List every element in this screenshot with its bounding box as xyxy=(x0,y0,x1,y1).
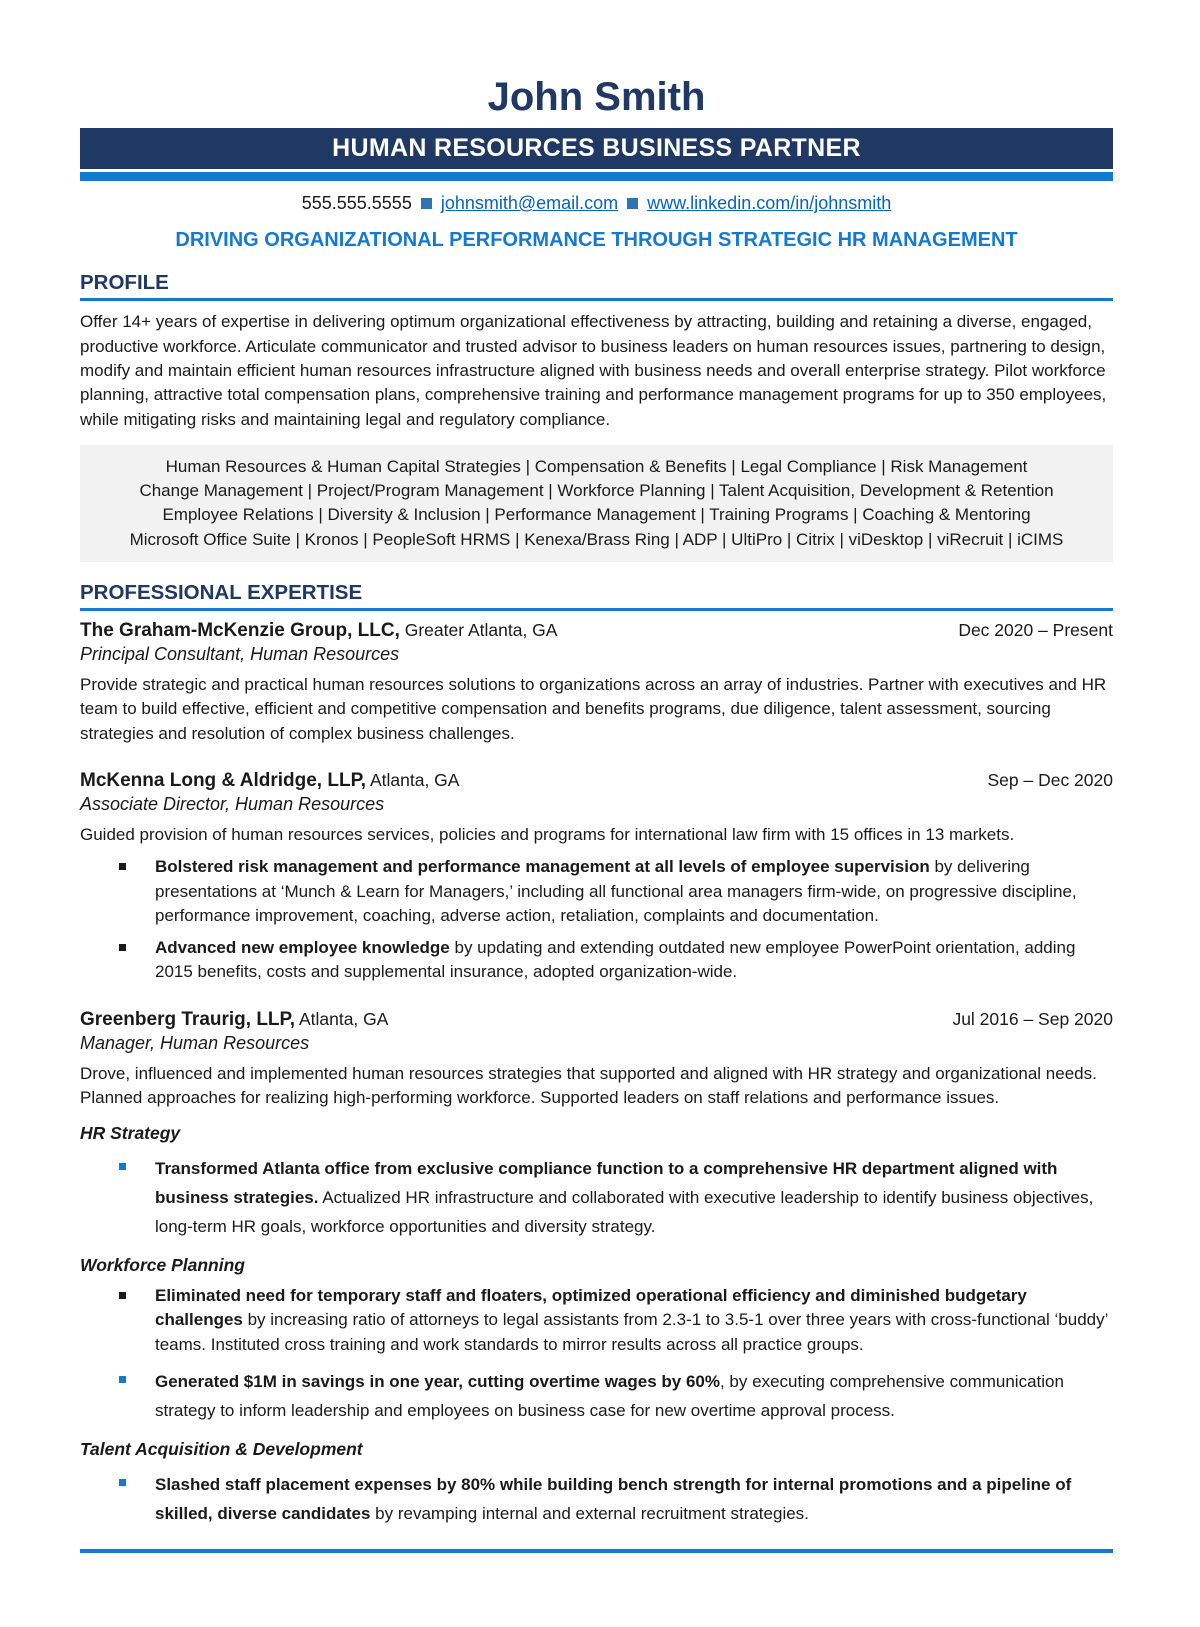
achievement-bullet xyxy=(80,936,1113,985)
job-dates: Sep – Dec 2020 xyxy=(987,769,1113,790)
job-dates: Dec 2020 – Present xyxy=(958,620,1113,641)
job-subheading: HR Strategy xyxy=(80,1123,181,1144)
achievement-bullet xyxy=(80,1368,1113,1426)
skills-line: Employee Relations | Diversity & Inclusion | Performance Management | Training Programs | Coaching & Mentoring xyxy=(162,505,1031,525)
job-subheading: Workforce Planning xyxy=(80,1255,245,1275)
job-header xyxy=(80,620,1113,642)
bullet-square-icon xyxy=(80,936,155,985)
job-subheading: Talent Acquisition & Development xyxy=(80,1438,363,1459)
job-dates: Jul 2016 – Sep 2020 xyxy=(952,1008,1113,1029)
bullet-text: Transformed Atlanta office from exclusive compliance function to a comprehensive HR department aligned with business strategies. Actualized HR infrastructure and collaborated with executive leadership to identify business objectives, long-term HR goals, workforce opportunities and diversity strategy. xyxy=(155,1159,1094,1237)
bullet-square-icon xyxy=(80,1284,155,1357)
company-location: Greater Atlanta, GA xyxy=(399,620,558,641)
square-separator-icon xyxy=(421,198,432,209)
bullet-square-icon xyxy=(80,1155,155,1242)
experience-section-heading: PROFESSIONAL EXPERTISE xyxy=(80,581,1113,611)
skills-line: Change Management | Project/Program Management | Workforce Planning | Talent Acquisition, Development & Retention xyxy=(139,481,1054,501)
skills-line: Microsoft Office Suite | Kronos | PeopleSoft HRMS | Kenexa/Brass Ring | ADP | UltiPro | Citrix | viDesktop | viRecruit | iCIMS xyxy=(129,529,1064,549)
bullet-text: Bolstered risk management and performance management at all levels of employee supervision by delivering presentations at ‘Munch & Learn for Managers,’ including all functional area managers firm-wide, on progressive discipline, performance improvement, coaching, adverse action, retaliation, complaints and documentation. xyxy=(155,857,1077,925)
job-entry xyxy=(80,770,1113,985)
resume-page xyxy=(0,74,1200,1627)
profile-body: Offer 14+ years of expertise in delivering optimum organizational effectiveness by attracting, building and retaining a diverse, engaged, productive workforce. Articulate communicator and trusted advisor to business leaders on human resources issues, partnering to design, modify and maintain efficient human resources infrastructure aligned with business needs and overall enterprise strategy. Pilot workforce planning, attractive total compensation plans, comprehensive training and performance management programs for up to 350 employees, while mitigating risks and maintaining legal and regulatory compliance. xyxy=(80,312,1107,429)
company-name: McKenna Long & Aldridge, LLP, xyxy=(80,769,367,791)
job-title: Principal Consultant, Human Resources xyxy=(80,644,400,665)
company-location: Atlanta, GA xyxy=(366,769,460,790)
job-header xyxy=(80,1009,1113,1031)
company-name: Greenberg Traurig, LLP, xyxy=(80,1008,296,1030)
achievement-bullet xyxy=(80,855,1113,928)
company-name: The Graham-McKenzie Group, LLC, xyxy=(80,620,400,642)
job-summary: Provide strategic and practical human resources solutions to organizations across an array of industries. Partner with executives and HR team to build effective, efficient and competitive compensation and benefits programs, due diligence, talent assessment, sourcing strategies and resolution of complex business challenges. xyxy=(80,675,1107,743)
bullet-square-icon xyxy=(80,855,155,928)
contact-line xyxy=(80,192,1113,215)
job-title: Associate Director, Human Resources xyxy=(80,793,385,814)
job-summary: Drove, influenced and implemented human resources strategies that supported and aligned with HR strategy and organizational needs. Planned approaches for realizing high-performing workforce. Supported leaders on staff relations and performance issues. xyxy=(80,1063,1097,1108)
phone-number: 555.555.5555 xyxy=(301,193,412,213)
candidate-name: John Smith xyxy=(487,75,706,119)
job-summary: Guided provision of human resources services, policies and programs for international law firm with 15 offices in 13 markets. xyxy=(80,824,1015,844)
tagline: DRIVING ORGANIZATIONAL PERFORMANCE THROUGH STRATEGIC HR MANAGEMENT xyxy=(175,229,1018,252)
bullet-square-icon xyxy=(80,1471,155,1529)
job-header xyxy=(80,770,1113,792)
achievement-bullet xyxy=(80,1155,1113,1242)
job-title: Manager, Human Resources xyxy=(80,1032,310,1053)
skills-line: Human Resources & Human Capital Strategies | Compensation & Benefits | Legal Compliance | Risk Management xyxy=(165,456,1028,476)
job-entry xyxy=(80,1009,1113,1529)
banner-title: HUMAN RESOURCES BUSINESS PARTNER xyxy=(332,134,861,162)
bullet-square-icon xyxy=(80,1368,155,1426)
email-link[interactable]: johnsmith@email.com xyxy=(440,193,619,213)
linkedin-link[interactable]: www.linkedin.com/in/johnsmith xyxy=(647,193,892,213)
job-company-line xyxy=(80,620,557,642)
accent-strip xyxy=(80,172,1113,181)
achievement-bullet xyxy=(80,1284,1113,1357)
square-separator-icon xyxy=(627,198,638,209)
job-company-line xyxy=(80,770,459,792)
bullet-text: Advanced new employee knowledge by updating and extending outdated new employee PowerPoint orientation, adding 2015 benefits, costs and supplemental insurance, adopted organization-wide. xyxy=(155,938,1076,982)
skills-box xyxy=(80,445,1113,562)
profile-section-heading: PROFILE xyxy=(80,271,1113,301)
bullet-text: Generated $1M in savings in one year, cutting overtime wages by 60%, by executing comprehensive communication strategy to inform leadership and employees on business case for new overtime approval process. xyxy=(155,1371,1064,1420)
title-banner xyxy=(80,128,1113,169)
job-entry xyxy=(80,620,1113,746)
bullet-text: Slashed staff placement expenses by 80% while building bench strength for internal promotions and a pipeline of skilled, diverse candidates by revamping internal and external recruitment strategies. xyxy=(155,1474,1072,1523)
achievement-bullet xyxy=(80,1471,1113,1529)
bullet-text: Eliminated need for temporary staff and floaters, optimized operational efficiency and diminished budgetary challenges by increasing ratio of attorneys to legal assistants from 2.3-1 to 3.5-1 over three years with cross-functional ‘buddy’ teams. Instituted cross training and work standards to mirror results across all practice groups. xyxy=(155,1286,1108,1354)
company-location: Atlanta, GA xyxy=(295,1008,389,1029)
job-company-line xyxy=(80,1009,388,1031)
